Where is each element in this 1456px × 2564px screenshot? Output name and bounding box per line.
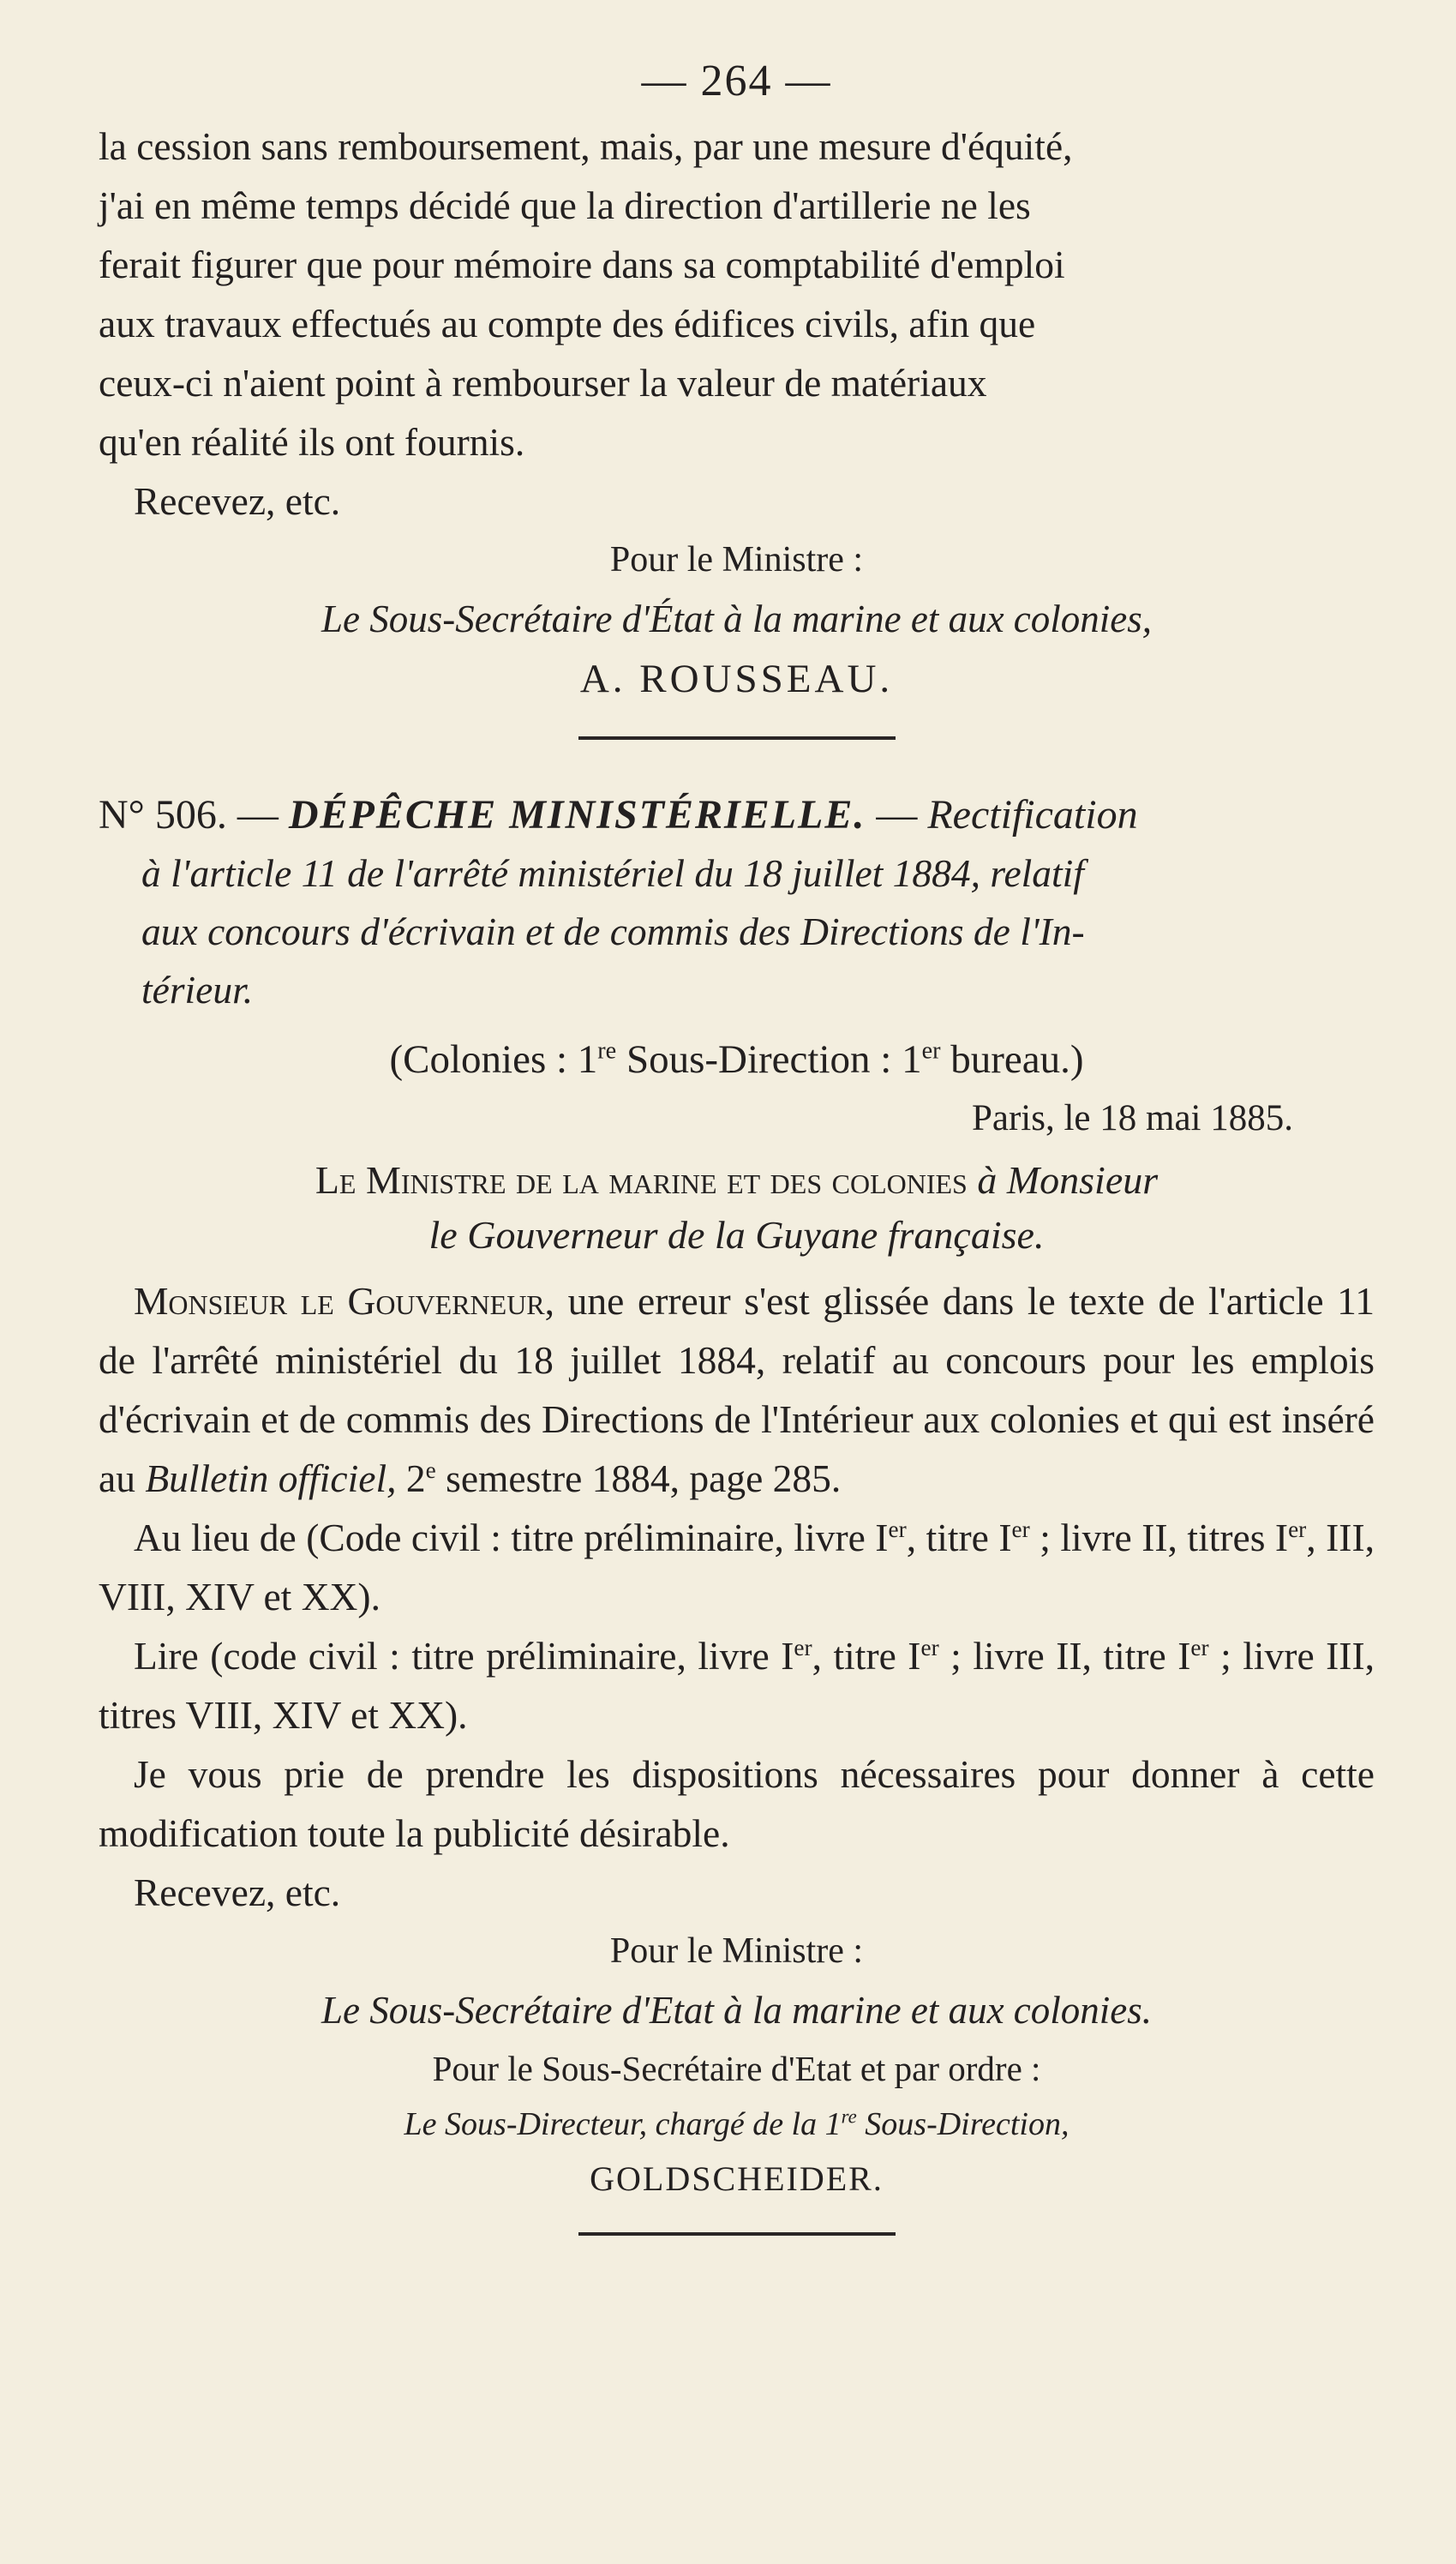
- text-line: la cession sans remboursement, mais, par une mesure d'équité,: [99, 124, 1073, 168]
- by-order-line: Pour le Sous-Secrétaire d'Etat et par ordre :: [432, 2049, 1041, 2088]
- document-number: N° 506.: [99, 792, 227, 838]
- previous-letter-ending: [99, 117, 1375, 471]
- signer-title: Le Sous-Secrétaire d'Etat à la marine et aux colonies.: [321, 1989, 1153, 2032]
- page-number: — 264 —: [641, 57, 832, 105]
- addressee-recipient: à Monsieur: [977, 1158, 1159, 1202]
- closing-formula: Recevez, etc.: [133, 479, 341, 523]
- addressee: [99, 1153, 1375, 1263]
- subject-first-word: Rectification: [927, 792, 1138, 838]
- bureau-reference: (Colonies : 1re Sous-Direction : 1er bureau.): [389, 1037, 1084, 1082]
- subdirector-title: Le Sous-Directeur, chargé de la 1re Sous-Direction,: [404, 2105, 1070, 2142]
- text-line: aux travaux effectués au compte des édifices civils, afin que: [99, 302, 1036, 345]
- document-title: DÉPÊCHE MINISTÉRIELLE.: [288, 792, 866, 838]
- text-line: j'ai en même temps décidé que la direction d'artillerie ne les: [99, 183, 1031, 227]
- closing-formula: Recevez, etc.: [133, 1870, 341, 1914]
- subject-line: à l'article 11 de l'arrêté ministériel du 18 juillet 1884, relatif: [141, 851, 1084, 895]
- document-heading: [99, 786, 1375, 844]
- signer-title: Le Sous-Secrétaire d'État à la marine et aux colonies,: [321, 597, 1153, 640]
- document-subject: [141, 844, 1375, 1019]
- for-minister-line: Pour le Ministre :: [609, 540, 864, 579]
- text-line: qu'en réalité ils ont fournis.: [99, 420, 525, 464]
- bulletin-title: Bulletin officiel,: [145, 1456, 397, 1500]
- text-line: ceux-ci n'aient point à rembourser la valeur de matériaux: [99, 361, 987, 405]
- end-divider: [578, 2232, 896, 2236]
- body-paragraph-1: Monsieur le Gouverneur, une erreur s'est glissée dans le texte de l'article 11 de l'arrêté ministériel du 18 juillet 1884, relatif au concours pour les emplois d'écrivain et de commis des Directions de l'Intérieur aux colonies et qui est inséré au Bulletin officiel, 2e semestre 1884, page 285.: [99, 1279, 1375, 1500]
- addressee-recipient-line2: le Gouverneur de la Guyane française.: [428, 1213, 1045, 1257]
- salutation: Monsieur le Gouverneur,: [133, 1279, 555, 1323]
- for-minister-line: Pour le Ministre :: [609, 1931, 864, 1971]
- heading-dash: —: [876, 792, 918, 838]
- body-paragraph-4: Je vous prie de prendre les dispositions nécessaires pour donner à cette modification toute la publicité désirable.: [99, 1752, 1375, 1855]
- body-paragraph-3: Lire (code civil : titre préliminaire, livre Ier, titre Ier ; livre II, titre Ier ; livre III, titres VIII, XIV et XX).: [99, 1634, 1375, 1737]
- letter-date: Paris, le 18 mai 1885.: [971, 1098, 1293, 1138]
- section-divider: [578, 736, 896, 740]
- signer-name: GOLDSCHEIDER.: [590, 2159, 884, 2198]
- signer-name: A. ROUSSEAU.: [579, 657, 894, 701]
- heading-dash: —: [237, 792, 279, 838]
- text-line: ferait figurer que pour mémoire dans sa comptabilité d'emploi: [99, 243, 1065, 286]
- body-paragraph-2: Au lieu de (Code civil : titre préliminaire, livre Ier, titre Ier ; livre II, titres Ier, III, VIII, XIV et XX).: [99, 1516, 1375, 1618]
- subject-line: aux concours d'écrivain et de commis des Directions de l'In-: [141, 910, 1085, 953]
- addressee-sender: Le Ministre de la marine et des colonies: [315, 1158, 968, 1202]
- subject-line: térieur.: [141, 968, 254, 1012]
